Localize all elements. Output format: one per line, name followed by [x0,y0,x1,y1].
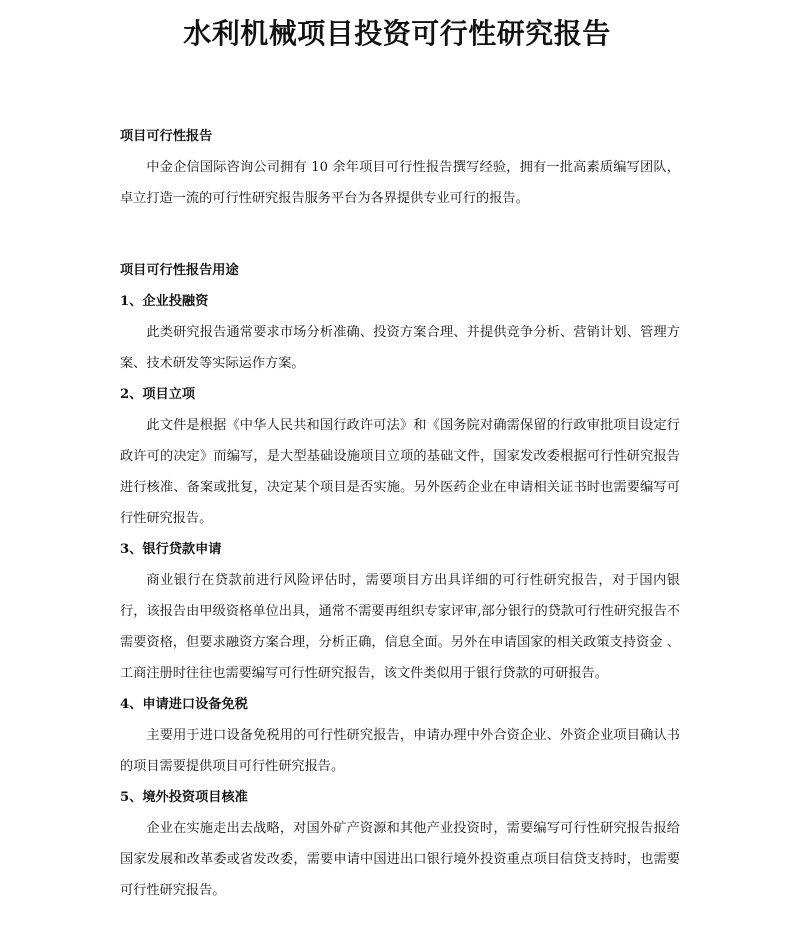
use-heading-3: 3、银行贷款申请 [120,542,222,557]
use-paragraph-4: 主要用于进口设备免税用的可行性研究报告，申请办理中外合资企业、外资企业项目确认书的项目需要提供项目可行性研究报告。 [120,728,680,774]
section-heading-uses: 项目可行性报告用途 [120,263,239,278]
use-paragraph-3: 商业银行在贷款前进行风险评估时，需要项目方出具详细的可行性研究报告，对于国内银行，该报告由甲级资格单位出具，通常不需要再组织专家评审,部分银行的贷款可行性研究报告不需要资格，但要求融资方案合理，分析正确，信息全面。另外在申请国家的相关政策支持资金 、工商注册时往往也需要编写可行性研究报告，该文件类似用于银行贷款的可研报告。 [120,573,680,681]
use-heading-5: 5、境外投资项目核准 [120,790,248,805]
use-heading-1: 1、企业投融资 [120,294,209,309]
document-body [120,121,680,906]
section-heading-intro: 项目可行性报告 [120,129,213,144]
use-paragraph-2: 此文件是根据《中华人民共和国行政许可法》和《国务院对确需保留的行政审批项目设定行政许可的决定》而编写，是大型基础设施项目立项的基础文件，国家发改委根据可行性研究报告进行核准、备案或批复，决定某个项目是否实施。另外医药企业在申请相关证书时也需要编写可行性研究报告。 [120,418,680,526]
section-spacer [120,214,680,255]
intro-paragraph: 中金企信国际咨询公司拥有 10 余年项目可行性报告撰写经验，拥有一批高素质编写团队，卓立打造一流的可行性研究报告服务平台为各界提供专业可行的报告。 [120,160,680,206]
document-title: 水利机械项目投资可行性研究报告 [183,17,611,50]
use-heading-2: 2、项目立项 [120,387,196,402]
use-heading-4: 4、申请进口设备免税 [120,697,248,712]
use-paragraph-5: 企业在实施走出去战略，对国外矿产资源和其他产业投资时，需要编写可行性研究报告报给国家发展和改革委或省发改委，需要申请中国进出口银行境外投资重点项目信贷支持时，也需要可行性研究报告。 [120,821,680,898]
use-paragraph-1: 此类研究报告通常要求市场分析准确、投资方案合理、并提供竞争分析、营销计划、管理方案、技术研发等实际运作方案。 [120,325,680,371]
